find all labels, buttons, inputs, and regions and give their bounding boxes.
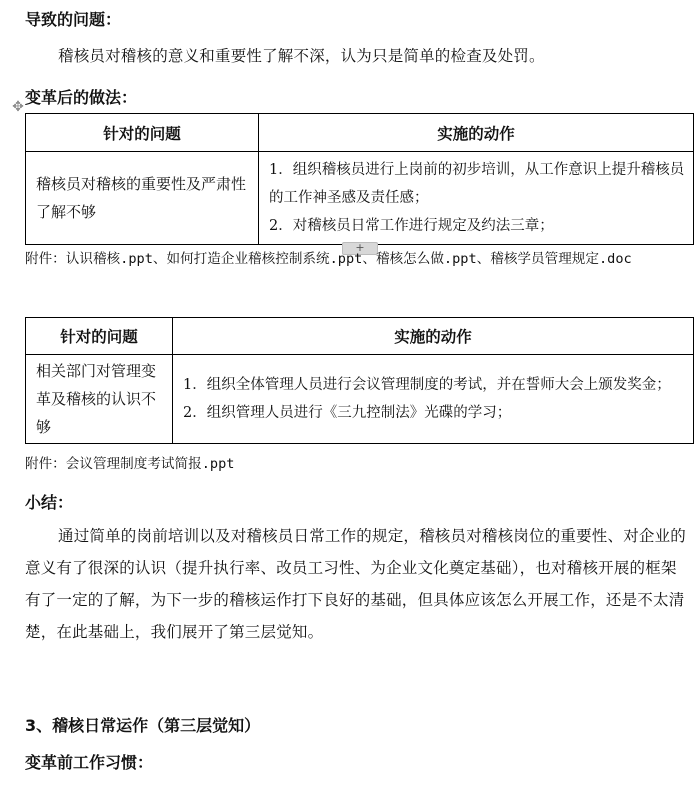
summary-text: 通过简单的岗前培训以及对稽核员日常工作的规定，稽核员对稽核岗位的重要性、对企业的意义有了很深的认识（提升执行率、改员工习性、为企业文化奠定基础），也对稽核开展的框架有了一定的了解，为下一步的稽核运作打下良好的基础，但具体应该怎么开展工作，还是不太清楚，在此基础上，我们展开了第三层觉知。 — [25, 527, 687, 641]
row-problem: 稽核员对稽核的重要性及严肃性了解不够 — [26, 152, 259, 245]
row-actions — [259, 152, 694, 245]
plus-icon[interactable]: + — [342, 242, 378, 255]
action-item: 2．组织管理人员进行《三九控制法》光碟的学习； — [183, 405, 512, 421]
table-row — [26, 355, 694, 444]
move-cross-icon[interactable]: ✥ — [12, 99, 24, 115]
header-action: 实施的动作 — [259, 114, 694, 152]
action-item: 1．组织稽核员进行上岗前的初步培训，从工作意识上提升稽核员的工作神圣感及责任感； — [269, 162, 685, 206]
header-action: 实施的动作 — [173, 318, 694, 355]
summary-heading: 小结： — [25, 493, 74, 512]
header-problem: 针对的问题 — [26, 318, 173, 355]
table-header-row — [26, 114, 694, 152]
row-problem: 相关部门对管理变革及稽核的认识不够 — [26, 355, 173, 444]
practice-heading: 变革后的做法： — [25, 88, 138, 107]
before-heading: 变革前工作习惯： — [25, 753, 154, 772]
action-item: 1．组织全体管理人员进行会议管理制度的考试，并在誓师大会上颁发奖金； — [183, 377, 671, 393]
action-item: 2．对稽核员日常工作进行规定及约法三章； — [269, 218, 554, 234]
problem-text: 稽核员对稽核的意义和重要性了解不深，认为只是简单的检查及处罚。 — [58, 47, 545, 65]
table-row — [26, 152, 694, 245]
attachment-1: 附件：认识稽核.ppt、如何打造企业稽核控制系统.ppt、稽核怎么做.ppt、稽核学员管理规定.doc — [25, 251, 632, 267]
problem-heading: 导致的问题： — [25, 10, 122, 29]
attachment-2: 附件：会议管理制度考试简报.ppt — [25, 456, 235, 472]
section3-title: 3、稽核日常运作（第三层觉知） — [25, 716, 261, 735]
table-measures-1 — [25, 113, 694, 245]
table-measures-2 — [25, 317, 694, 444]
row-actions — [173, 355, 694, 444]
table-header-row — [26, 318, 694, 355]
header-problem: 针对的问题 — [26, 114, 259, 152]
